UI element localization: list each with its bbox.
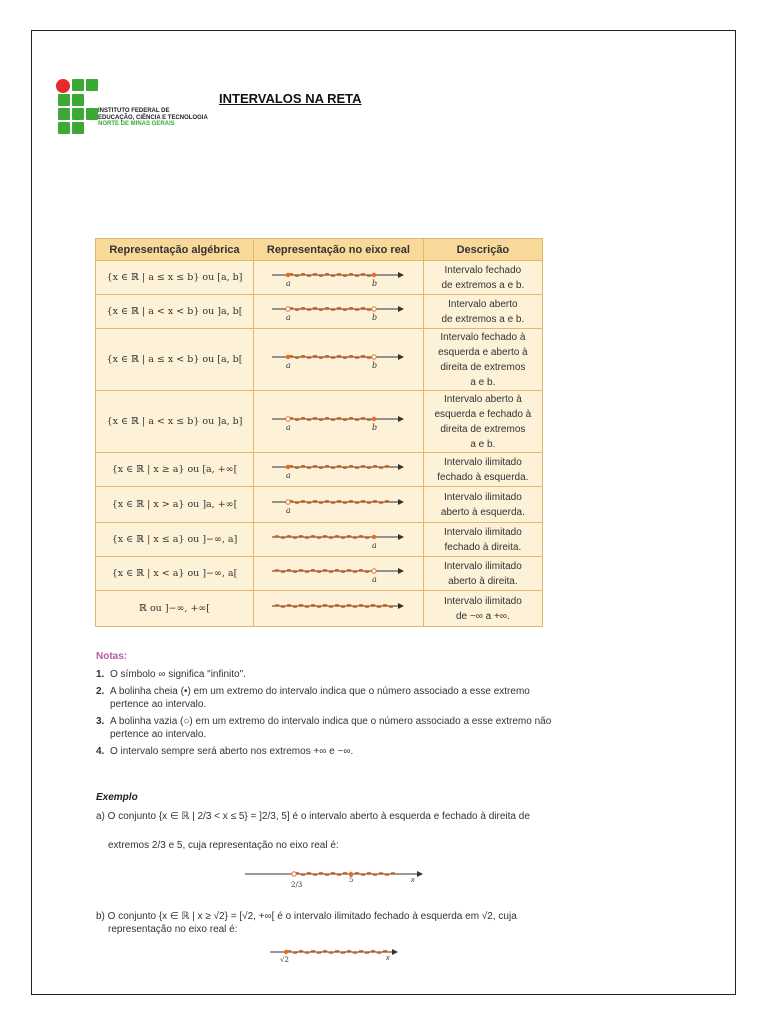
axis-diagram: [268, 458, 408, 482]
axis-diagram: [268, 410, 408, 434]
logo-line-1: INSTITUTO FEDERAL DE: [98, 108, 170, 114]
axis-arrow: [398, 499, 404, 505]
axis-arrow: [398, 306, 404, 312]
axis-cell: [254, 295, 424, 329]
description-line: Intervalo ilimitado: [443, 526, 522, 538]
interval-wave: [288, 417, 372, 420]
open-endpoint: [286, 306, 290, 310]
open-endpoint: [372, 306, 376, 310]
description-cell: [423, 261, 542, 295]
axis-diagram: [268, 562, 408, 586]
interval-wave: [288, 355, 372, 358]
open-endpoint: [372, 354, 376, 358]
description-line: Intervalo aberto à: [443, 393, 522, 405]
intervals-table: [95, 238, 543, 627]
description-line: direita de extremos: [440, 423, 526, 435]
logo-text: [98, 108, 208, 128]
table-row: [96, 487, 543, 523]
open-endpoint: [286, 499, 290, 503]
note-item: 2. A bolinha cheia (•) em um extremo do intervalo indica que o número associado a esse extremo pertence ao intervalo.: [96, 686, 530, 710]
algebraic-cell: {x ∈ ℝ | a < x < b} ou ]a, b[: [96, 295, 254, 329]
table-row: [96, 523, 543, 557]
description-line: Intervalo ilimitado: [443, 560, 522, 572]
axis-diagram: [268, 493, 408, 517]
axis-diagram: [268, 348, 408, 372]
axis-arrow: [398, 603, 404, 609]
example-b-line-1: b) O conjunto {x ∈ ℝ | x ≥ √2} = [√2, +∞[ é o intervalo ilimitado fechado à esquerda em √2, cuja: [96, 911, 517, 922]
description-cell: [423, 557, 542, 591]
axis-arrow: [398, 416, 404, 422]
description-line: Intervalo ilimitado: [443, 491, 522, 503]
table-row: [96, 261, 543, 295]
description-line: Intervalo ilimitado: [443, 456, 522, 468]
description-line: de extremos a e b.: [441, 313, 525, 325]
note-item: 4. O intervalo sempre será aberto nos extremos +∞ e −∞.: [96, 746, 354, 757]
algebraic-cell: {x ∈ ℝ | a ≤ x ≤ b} ou [a, b]: [96, 261, 254, 295]
example-title: Exemplo: [96, 792, 138, 803]
axis-arrow: [398, 568, 404, 574]
label-x: x: [411, 877, 415, 884]
description-cell: [423, 523, 542, 557]
description-line: a e b.: [470, 438, 496, 450]
closed-endpoint: [286, 464, 290, 468]
header-description: Descrição: [423, 239, 542, 261]
algebraic-cell: {x ∈ ℝ | a < x ≤ b} ou ]a, b]: [96, 391, 254, 453]
axis-label: a: [286, 360, 292, 370]
description-cell: [423, 453, 542, 487]
example-b-line-2: representação no eixo real é:: [108, 924, 238, 935]
axis-label: a: [286, 422, 292, 432]
header-axis: Representação no eixo real: [254, 239, 424, 261]
axis-cell: [254, 329, 424, 391]
axis-cell: [254, 523, 424, 557]
description-line: Intervalo aberto: [448, 298, 518, 310]
table-row: [96, 453, 543, 487]
label-two-thirds: 2/3: [291, 881, 303, 889]
notes-title: Notas:: [96, 651, 128, 662]
label-x: x: [386, 955, 390, 962]
algebraic-cell: {x ∈ ℝ | x ≥ a} ou [a, +∞[: [96, 453, 254, 487]
interval-wave: [288, 307, 372, 310]
note-item: 3. A bolinha vazia (○) em um extremo do intervalo indica que o número associado a esse extremo não pertence ao intervalo.: [96, 716, 552, 740]
label-five: 5: [349, 876, 354, 884]
axis-label: a: [286, 312, 292, 322]
table-row: [96, 557, 543, 591]
algebraic-cell: {x ∈ ℝ | x ≤ a} ou ]−∞, a]: [96, 523, 254, 557]
axis-cell: [254, 453, 424, 487]
axis-label: b: [372, 360, 378, 370]
description-line: a e b.: [470, 376, 496, 388]
axis-cell: [254, 591, 424, 627]
algebraic-cell: {x ∈ ℝ | x < a} ou ]−∞, a[: [96, 557, 254, 591]
description-line: fechado à esquerda.: [437, 471, 529, 483]
axis-label: a: [286, 505, 292, 515]
axis-arrow: [398, 534, 404, 540]
example-a-line-1: a) O conjunto {x ∈ ℝ | 2/3 < x ≤ 5} = ]2/3, 5] é o intervalo aberto à esquerda e fechado à direita de: [96, 811, 530, 822]
axis-label: b: [372, 312, 378, 322]
description-line: Intervalo fechado à: [440, 331, 526, 343]
header-algebraic: Representação algébrica: [96, 239, 254, 261]
example-b-number-line: [270, 944, 400, 966]
axis-arrow: [398, 464, 404, 470]
description-line: Intervalo ilimitado: [443, 595, 522, 607]
closed-endpoint: [372, 272, 376, 276]
axis-cell: [254, 391, 424, 453]
algebraic-cell: {x ∈ ℝ | x > a} ou ]a, +∞[: [96, 487, 254, 523]
axis-diagram: [268, 300, 408, 324]
description-cell: [423, 591, 542, 627]
axis-label: b: [372, 278, 378, 288]
example-a-line-2: extremos 2/3 e 5, cuja representação no eixo real é:: [108, 840, 339, 851]
axis-label: a: [286, 470, 292, 480]
closed-endpoint: [286, 354, 290, 358]
closed-endpoint: [286, 272, 290, 276]
axis-label: a: [372, 574, 378, 584]
axis-diagram: [268, 528, 408, 552]
axis-label: b: [372, 422, 378, 432]
document-title: INTERVALOS NA RETA: [219, 91, 362, 106]
logo-line-2: EDUCAÇÃO, CIÊNCIA E TECNOLOGIA: [98, 114, 208, 121]
description-cell: [423, 487, 542, 523]
axis-label: a: [372, 540, 378, 550]
description-line: Intervalo fechado: [444, 264, 522, 276]
description-line: esquerda e fechado à: [434, 408, 532, 420]
algebraic-cell: ℝ ou ]−∞, +∞[: [96, 591, 254, 627]
open-endpoint: [286, 416, 290, 420]
algebraic-cell: {x ∈ ℝ | a ≤ x < b} ou [a, b[: [96, 329, 254, 391]
axis-arrow: [398, 354, 404, 360]
axis-cell: [254, 261, 424, 295]
description-line: de extremos a e b.: [441, 279, 525, 291]
table-row: [96, 591, 543, 627]
description-line: aberto à esquerda.: [440, 506, 525, 518]
axis-diagram: [268, 597, 408, 621]
axis-arrow: [398, 272, 404, 278]
note-item: 1. O símbolo ∞ significa "infinito".: [96, 669, 246, 680]
closed-endpoint: [372, 534, 376, 538]
axis-diagram: [268, 266, 408, 290]
notes-list: [96, 668, 566, 762]
table-row: [96, 295, 543, 329]
description-line: aberto à direita.: [448, 575, 518, 587]
description-line: direita de extremos: [440, 361, 526, 373]
example-a-number-line: [245, 866, 425, 892]
description-cell: [423, 391, 542, 453]
label-sqrt2: √2: [280, 956, 289, 964]
interval-wave: [288, 273, 372, 276]
table-row: [96, 329, 543, 391]
axis-label: a: [286, 278, 292, 288]
interval-wave: [274, 604, 394, 607]
description-line: fechado à direita.: [444, 541, 522, 553]
description-cell: [423, 295, 542, 329]
closed-endpoint: [372, 416, 376, 420]
table-row: [96, 391, 543, 453]
logo-subtitle: NORTE DE MINAS GERAIS: [98, 121, 175, 127]
axis-cell: [254, 557, 424, 591]
axis-cell: [254, 487, 424, 523]
description-line: esquerda e aberto à: [438, 346, 528, 358]
description-line: de −∞ a +∞.: [455, 610, 510, 622]
description-cell: [423, 329, 542, 391]
table-header-row: [96, 239, 543, 261]
open-endpoint: [372, 568, 376, 572]
